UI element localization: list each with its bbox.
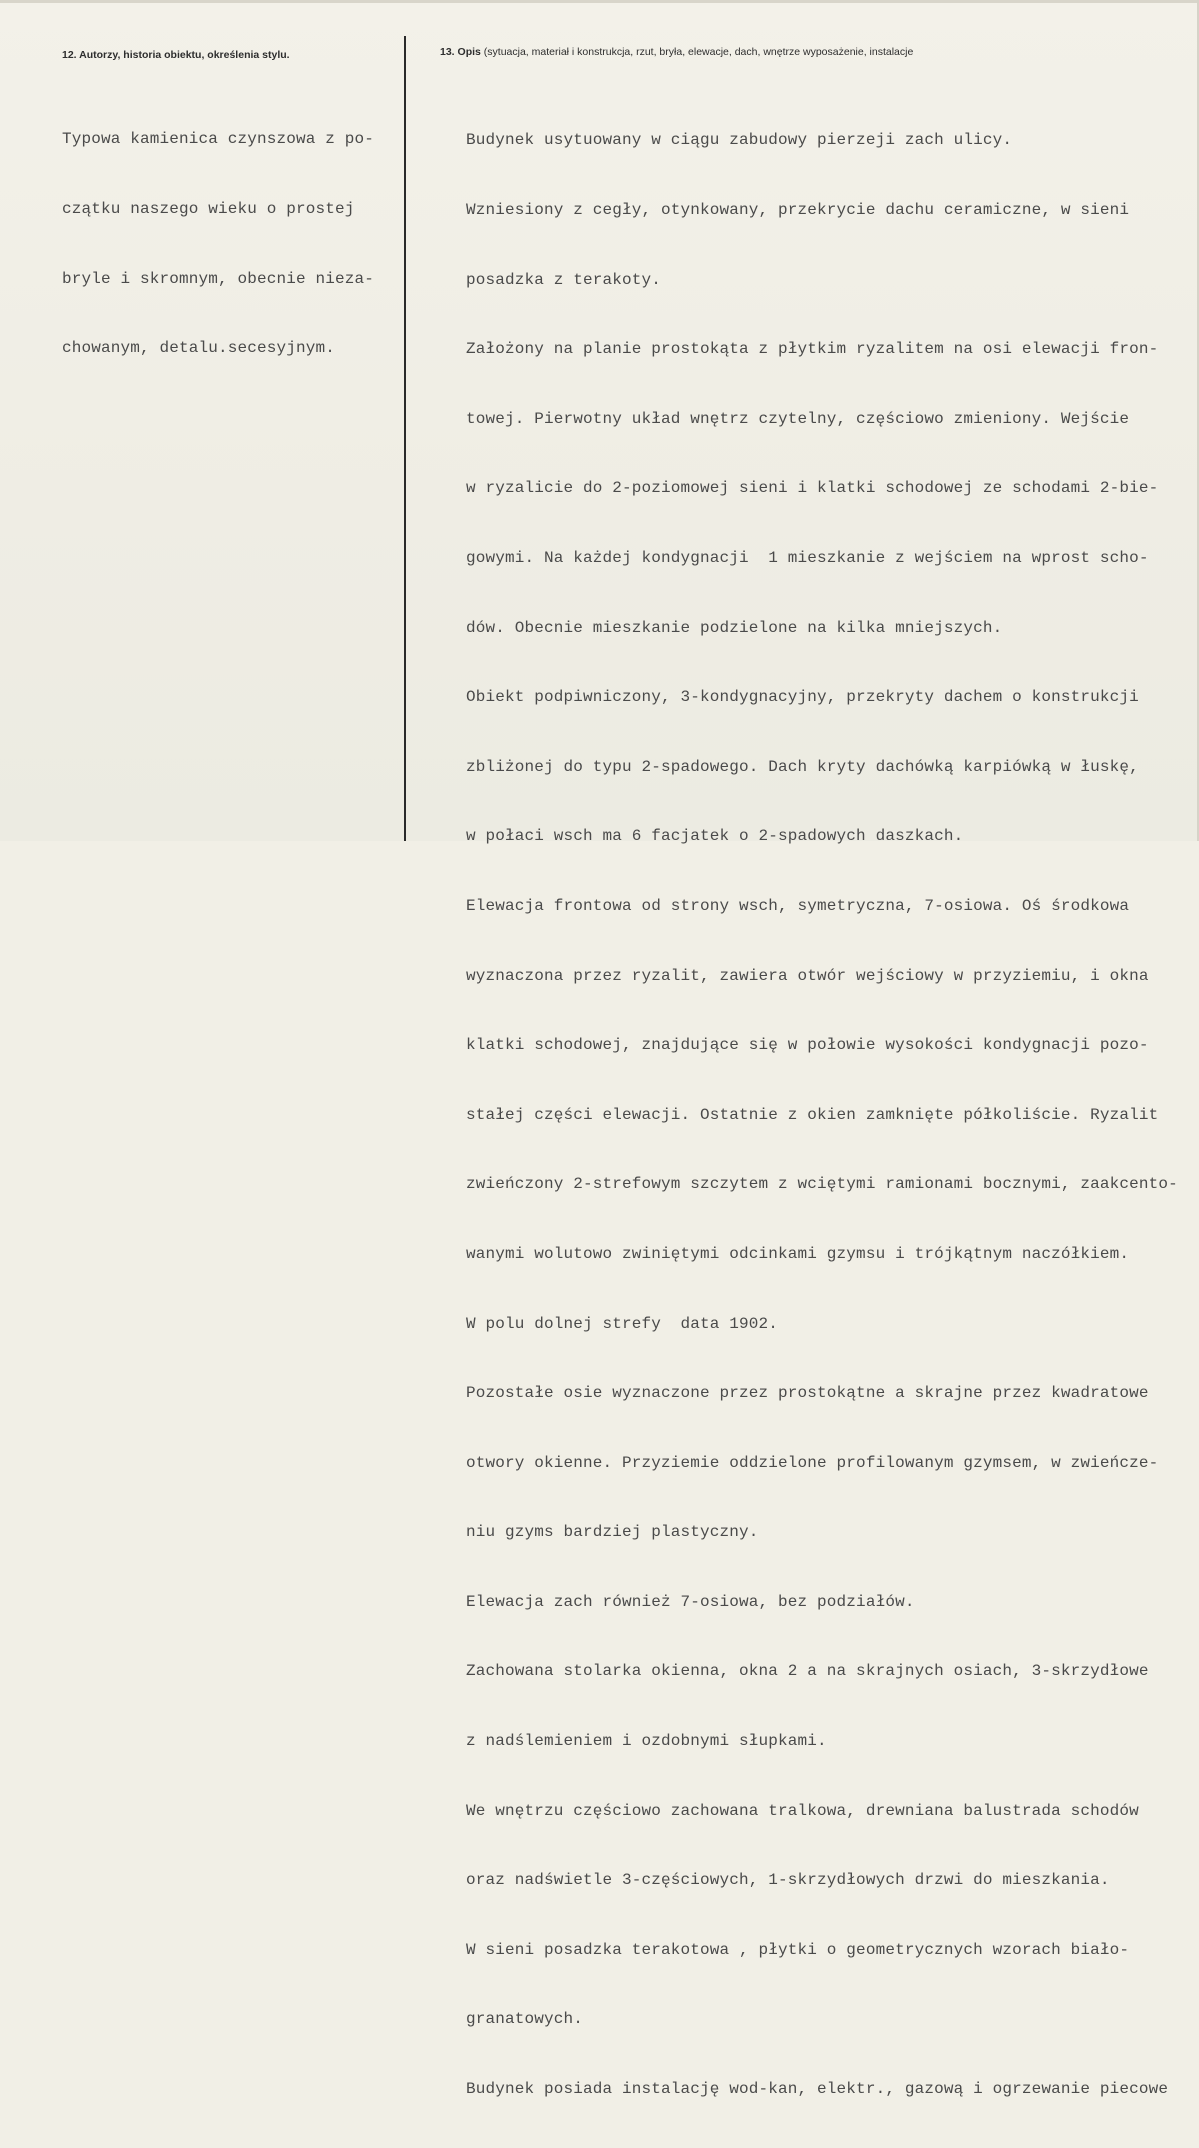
column-divider [404, 36, 406, 841]
body-line: klatki schodowej, znajdujące się w połowie wysokości kondygnacji pozo- [466, 1036, 1149, 1055]
body-line: We wnętrzu częściowo zachowana tralkowa, drewniana balustrada schodów [466, 1801, 1139, 1820]
body-line: dów. Obecnie mieszkanie podzielone na kilka mniejszych. [466, 618, 1003, 637]
section-12-title: Autorzy, historia obiektu, określenia stylu. [79, 49, 290, 61]
section-13-title: Opis [457, 46, 481, 58]
body-line: Założony na planie prostokąta z płytkim ryzalitem na osi elewacji fron- [466, 340, 1159, 359]
body-line: w połaci wsch ma 6 facjatek o 2-spadowych daszkach. [466, 827, 964, 846]
section-12-header [62, 49, 290, 61]
body-line: oraz nadświetle 3-częściowych, 1-skrzydłowych drzwi do mieszkania. [466, 1871, 1110, 1890]
body-line: towej. Pierwotny układ wnętrz czytelny, częściowo zmieniony. Wejście [466, 409, 1130, 428]
section-13-body [466, 83, 1178, 2148]
body-line: Typowa kamienica czynszowa z po- [62, 130, 375, 149]
body-line: czątku naszego wieku o prostej [62, 200, 355, 218]
body-line: zwieńczony 2-strefowym szczytem z wciętymi ramionami bocznymi, zaakcento- [466, 1175, 1178, 1194]
body-line: w ryzalicie do 2-poziomowej sieni i klatki schodowej ze schodami 2-bie- [466, 479, 1159, 498]
body-line: posadzka z terakoty. [466, 270, 662, 289]
body-line: bryle i skromnym, obecnie nieza- [62, 269, 375, 288]
body-line: Pozostałe osie wyznaczone przez prostokątne a skrajne przez kwadratowe [466, 1384, 1149, 1403]
section-13-subtitle: (sytuacja, materiał i konstrukcja, rzut, bryła, elewacje, dach, wnętrze wyposażenie, instalacje [483, 46, 914, 58]
section-13-header [440, 46, 913, 58]
body-line: Budynek usytuowany w ciągu zabudowy pierzeji zach ulicy. [466, 131, 1013, 150]
body-line: otwory okienne. Przyziemie oddzielone profilowanym gzymsem, w zwieńcze- [466, 1453, 1159, 1472]
section-12-number: 12. [62, 49, 77, 61]
body-line: Wzniesiony z cegły, otynkowany, przekrycie dachu ceramiczne, w sieni [466, 201, 1130, 219]
body-line: W sieni posadzka terakotowa , płytki o geometrycznych wzorach biało- [466, 1940, 1130, 1959]
body-line: Obiekt podpiwniczony, 3-kondygnacyjny, przekryty dachem o konstrukcji [466, 688, 1139, 707]
body-line: stałej części elewacji. Ostatnie z okien zamknięte półkoliście. Ryzalit [466, 1105, 1159, 1124]
body-line: zbliżonej do typu 2-spadowego. Dach kryty dachówką karpiówką w łuskę, [466, 757, 1139, 776]
body-line: niu gzyms bardziej plastyczny. [466, 1523, 759, 1542]
body-line: Budynek posiada instalację wod-kan, elektr., gazową i ogrzewanie piecowe [466, 2080, 1169, 2099]
body-line: Elewacja zach również 7-osiowa, bez podziałów. [466, 1592, 915, 1611]
body-line: gowymi. Na każdej kondygnacji 1 mieszkanie z wejściem na wprost scho- [466, 548, 1149, 567]
body-line: Elewacja frontowa od strony wsch, symetryczna, 7-osiowa. Oś środkowa [466, 896, 1130, 915]
body-line: W polu dolnej strefy data 1902. [466, 1314, 779, 1333]
page-top-edge [0, 0, 1199, 3]
body-line: Zachowana stolarka okienna, okna 2 a na skrajnych osiach, 3-skrzydłowe [466, 1662, 1149, 1681]
body-line: chowanym, detalu.secesyjnym. [62, 339, 336, 358]
body-line: z nadślemieniem i ozdobnymi słupkami. [466, 1732, 827, 1751]
section-13-number: 13. [440, 46, 455, 58]
body-line: granatowych. [466, 2010, 584, 2029]
body-line: wyznaczona przez ryzalit, zawiera otwór wejściowy w przyziemiu, i okna [466, 966, 1149, 985]
section-12-body [62, 82, 374, 407]
body-line: wanymi wolutowo zwiniętymi odcinkami gzymsu i trójkątnym naczółkiem. [466, 1244, 1130, 1263]
